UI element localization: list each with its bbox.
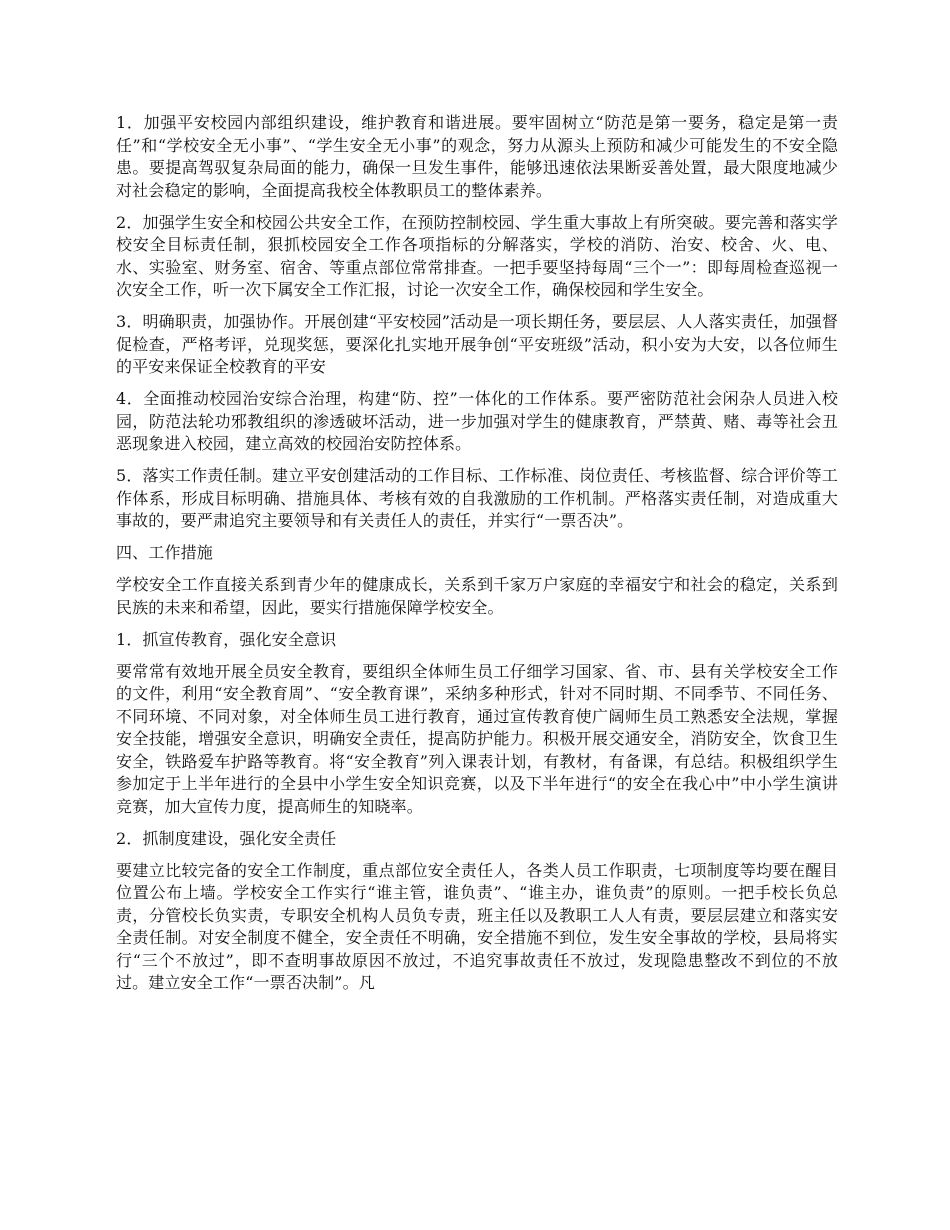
paragraph-system: 要建立比较完备的安全工作制度，重点部位安全责任人，各类人员工作职责，七项制度等均要在醒目位置公布上墙。学校安全工作实行“谁主管，谁负责”、“谁主办，谁负责”的原则。一把手校长负总责，分管校长负实责，专职安全机构人员负专责，班主任以及教职工人人有责，要层层建立和落实安全责任制。对安全制度不健全，安全责任不明确，安全措施不到位，发生安全事故的学校，县局将实行“三个不放过”，即不查明事故原因不放过，不追究事故责任不放过，发现隐患整改不到位的不放过。建立安全工作“一票否决制”。凡 [116,860,838,992]
paragraph-3: 3．明确职责，加强协作。开展创建“平安校园”活动是一项长期任务，要层层、人人落实责任，加强督促检查，严格考评，兑现奖惩，要深化扎实地开展争创“平安班级”活动，积小安为大安，以各位师生的平安来保证全校教育的平安 [116,312,838,376]
paragraph-1: 1．加强平安校园内部组织建设，维护教育和谐进展。要牢固树立“防范是第一要务，稳定是第一责任”和“学校安全无小事”、“学生安全无小事”的观念，努力从源头上预防和减少可能发生的不安全隐患。要提高驾驭复杂局面的能力，确保一旦发生事件，能够迅速依法果断妥善处置，最大限度地减少对社会稳定的影响，全面提高我校全体教职员工的整体素养。 [116,113,838,200]
paragraph-intro: 学校安全工作直接关系到青少年的健康成长，关系到千家万户家庭的幸福安宁和社会的稳定，关系到民族的未来和希望，因此，要实行措施保障学校安全。 [116,575,838,617]
document-body [116,112,838,1004]
paragraph-2: 2．加强学生安全和校园公共安全工作，在预防控制校园、学生重大事故上有所突破。要完善和落实学校安全目标责任制，狠抓校园安全工作各项指标的分解落实，学校的消防、治安、校舍、火、电、水、实验室、财务室、宿舍、等重点部位常常排查。一把手要坚持每周“三个一”：即每周检查巡视一次安全工作，听一次下属安全工作汇报，讨论一次安全工作，确保校园和学生安全。 [116,212,838,299]
paragraph-5: 5．落实工作责任制。建立平安创建活动的工作目标、工作标准、岗位责任、考核监督、综合评价等工作体系，形成目标明确、措施具体、考核有效的自我激励的工作机制。严格落实责任制，对造成重大事故的，要严肃追究主要领导和有关责任人的责任，并实行“一票否决”。 [116,466,838,530]
section-heading: 四、工作措施 [116,543,213,562]
paragraph-publicity: 要常常有效地开展全员安全教育，要组织全体师生员工仔细学习国家、省、市、县有关学校安全工作的文件，利用“安全教育周”、“安全教育课”，采纳多种形式，针对不同时期、不同季节、不同任务、不同环境、不同对象，对全体师生员工进行教育，通过宣传教育使广阔师生员工熟悉安全法规，掌握安全技能，增强安全意识，明确安全责任，提高防护能力。积极开展交通安全，消防安全，饮食卫生安全，铁路爱车护路等教育。将“安全教育”列入课表计划，有教材，有备课，有总结。积极组织学生参加定于上半年进行的全县中小学生安全知识竞赛，以及下半年进行“的安全在我心中”中小学生演讲竞赛，加大宣传力度，提高师生的知晓率。 [116,661,838,816]
subheading-2: 2．抓制度建设，强化安全责任 [116,828,337,848]
subheading-1: 1．抓宣传教育，强化安全意识 [116,629,337,649]
paragraph-4: 4．全面推动校园治安综合治理，构建“防、控”一体化的工作体系。要严密防范社会闲杂人员进入校园，防范法轮功邪教组织的渗透破坏活动，进一步加强对学生的健康教育，严禁黄、赌、毒等社会丑恶现象进入校园，建立高效的校园治安防控体系。 [116,389,838,453]
